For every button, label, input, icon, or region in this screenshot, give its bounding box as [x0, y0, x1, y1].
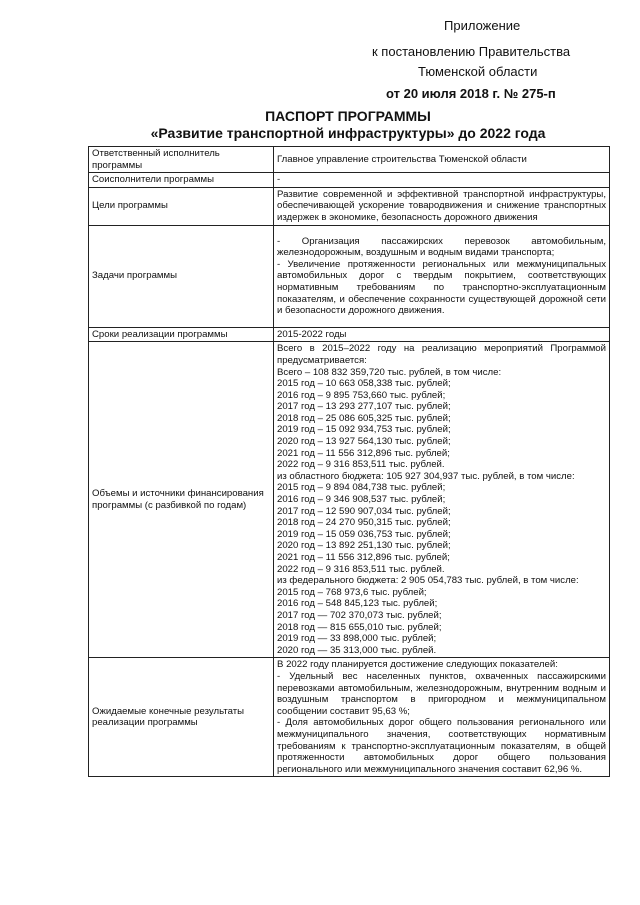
tasks-label: Задачи программы — [89, 225, 274, 327]
row-goals — [89, 187, 610, 225]
funding-line: 2020 год – 13 892 251,130 тыс. рублей; — [277, 540, 451, 552]
executor-value: Главное управление строительства Тюменской области — [274, 147, 610, 173]
funding-line: 2019 год – 15 092 934,753 тыс. рублей; — [277, 424, 451, 436]
funding-line: 2021 год – 11 556 312,896 тыс. рублей; — [277, 447, 450, 459]
funding-value — [274, 342, 610, 658]
coexecutors-label: Соисполнители программы — [89, 173, 274, 188]
program-name: «Развитие транспортной инфраструктуры» до 2022 года — [150, 125, 546, 141]
funding-line: 2017 год — 702 370,073 тыс. рублей; — [277, 609, 442, 621]
coexecutors-value: - — [274, 173, 610, 188]
funding-intro: Всего в 2015–2022 году на реализацию мероприятий Программой предусматривается: — [277, 343, 606, 366]
row-results — [89, 658, 610, 777]
results-value — [274, 658, 610, 777]
funding-line: 2018 год – 24 270 950,315 тыс. рублей; — [277, 517, 451, 529]
region-name: Тюменской области — [418, 64, 538, 79]
result-item: - Удельный вес населенных пунктов, охваченных пассажирскими перевозками автомобильным, железнодорожным, внутренним водным и воздушным транспортом в пригородном и межмуниципальном сообщении составит 95,63 %; — [277, 670, 606, 717]
funding-line: 2020 год — 35 313,000 тыс. рублей. — [277, 644, 437, 656]
funding-label: Объемы и источники финансирования программы (с разбивкой по годам) — [89, 342, 274, 658]
funding-line: 2019 год — 33 898,000 тыс. рублей; — [277, 633, 437, 645]
executor-label: Ответственный исполнитель программы — [89, 147, 274, 173]
results-label: Ожидаемые конечные результаты реализации программы — [89, 658, 274, 777]
terms-value: 2015-2022 годы — [274, 327, 610, 342]
result-item: - Доля автомобильных дорог общего пользования регионального или межмуниципального значения, соответствующих нормативным требованиям к транспортно-эксплуатационным показателям, в общей протяженности автомобильных дорог общего пользования регионального или межмуниципального значения составит 62,96 %. — [277, 717, 606, 775]
resolution-date-number: от 20 июля 2018 г. № 275-п — [386, 86, 556, 101]
funding-line: 2019 год – 15 059 036,753 тыс. рублей; — [277, 528, 451, 540]
row-tasks — [89, 225, 610, 327]
funding-total: Всего – 108 832 359,720 тыс. рублей, в том числе: — [277, 366, 502, 378]
row-executor — [89, 147, 610, 173]
row-coexecutors — [89, 173, 610, 188]
row-funding — [89, 342, 610, 658]
funding-line: 2018 год – 25 086 605,325 тыс. рублей; — [277, 412, 451, 424]
funding-line: 2022 год – 9 316 853,511 тыс. рублей. — [277, 459, 445, 471]
funding-line: 2016 год – 9 346 908,537 тыс. рублей; — [277, 494, 446, 506]
goals-value: Развитие современной и эффективной транспортной инфраструктуры, обеспечивающей ускорение товародвижения и снижение транспортных издержек в экономике, безопасность дорожного движения — [274, 187, 610, 225]
tasks-value — [274, 225, 610, 327]
terms-label: Сроки реализации программы — [89, 327, 274, 342]
funding-line: 2017 год – 13 293 277,107 тыс. рублей; — [277, 401, 451, 413]
program-passport-table — [88, 146, 610, 777]
appendix-label: Приложение — [444, 18, 521, 33]
task-item: - Организация пассажирских перевозок автомобильным, железнодорожным, воздушным и водным видами транспорта; — [277, 235, 606, 259]
funding-line: 2015 год – 9 894 084,738 тыс. рублей; — [277, 482, 446, 494]
funding-line: 2016 год – 9 895 753,660 тыс. рублей; — [277, 389, 446, 401]
funding-line: 2017 год – 12 590 907,034 тыс. рублей; — [277, 505, 451, 517]
results-intro: В 2022 году планируется достижение следующих показателей: — [277, 659, 558, 671]
funding-regional: из областного бюджета: 105 927 304,937 тыс. рублей, в том числе: — [277, 470, 575, 482]
funding-line: 2020 год – 13 927 564,130 тыс. рублей; — [277, 436, 451, 448]
funding-line: 2015 год – 768 973,6 тыс. рублей; — [277, 586, 427, 598]
funding-line: 2021 год – 11 556 312,896 тыс. рублей; — [277, 552, 450, 563]
funding-line: 2015 год – 10 663 058,338 тыс. рублей; — [277, 378, 451, 390]
goals-label: Цели программы — [89, 187, 274, 225]
funding-federal: из федерального бюджета: 2 905 054,783 тыс. рублей, в том числе: — [277, 575, 579, 587]
funding-line: 2018 год — 815 655,010 тыс. рублей; — [277, 621, 442, 633]
task-item: - Увеличение протяженности региональных или межмуниципальных автомобильных дорог с твердым покрытием, соответствующих нормативным требованиям по транспортно-эксплуатационным показателям, и обеспечение сохранности существующей дорожной сети и безопасности дорожного движения. — [277, 258, 606, 317]
row-terms — [89, 327, 610, 342]
funding-line: 2022 год – 9 316 853,511 тыс. рублей. — [277, 563, 445, 575]
funding-line: 2016 год – 548 845,123 тыс. рублей; — [277, 598, 438, 610]
document-title: ПАСПОРТ ПРОГРАММЫ — [265, 108, 431, 124]
resolution-reference: к постановлению Правительства — [372, 44, 571, 59]
